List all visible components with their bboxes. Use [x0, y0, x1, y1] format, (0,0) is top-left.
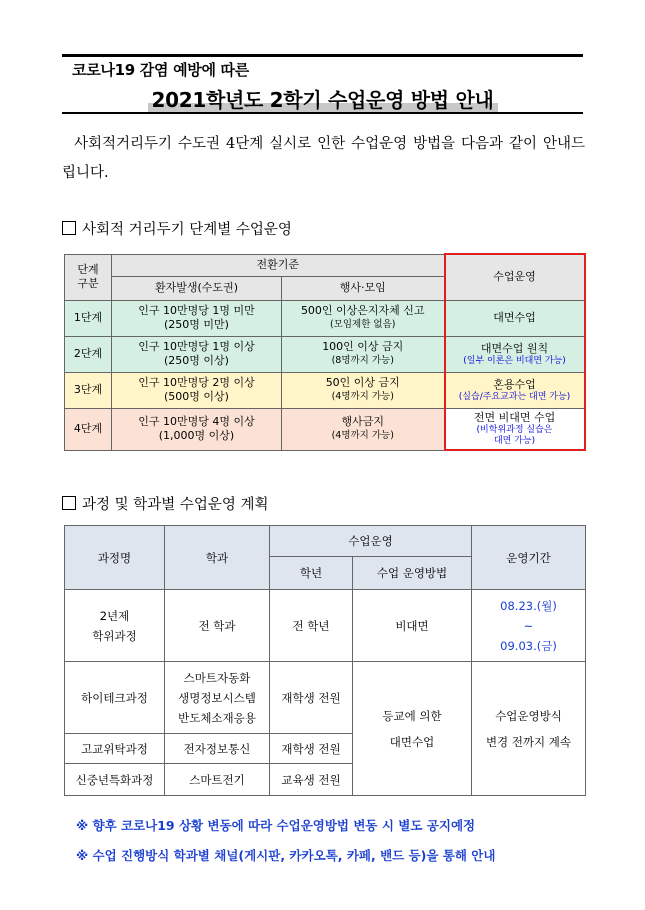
header-method: 수업 운영방법 — [353, 557, 472, 590]
section1-title: 사회적 거리두기 단계별 수업운영 — [82, 222, 292, 238]
page-title — [62, 84, 583, 113]
events-cell — [282, 300, 445, 336]
course-cell: 하이테크과정 — [65, 662, 165, 734]
grade-cell: 재학생 전원 — [270, 662, 353, 734]
patients-main: 인구 10만명당 1명 미만 — [138, 304, 255, 317]
grade-cell: 전 학년 — [270, 590, 353, 662]
table-row — [65, 300, 585, 336]
header-period: 운영기간 — [472, 526, 586, 590]
patients-main: 인구 10만명당 1명 이상 — [138, 340, 255, 353]
events-main: 행사금지 — [341, 415, 385, 428]
events-cell — [282, 408, 445, 450]
events-sub: (8명까지 가능) — [331, 355, 394, 366]
table-row — [65, 408, 585, 450]
table-row — [65, 662, 586, 734]
dept-cell: 스마트전기 — [165, 764, 270, 796]
table-row — [65, 336, 585, 372]
events-sub: (4명까지 가능) — [331, 391, 394, 402]
title-top-rule — [62, 54, 583, 57]
section2-heading — [62, 493, 269, 514]
period-cell — [472, 590, 586, 662]
events-cell — [282, 336, 445, 372]
events-main: 50인 이상 금지 — [325, 376, 400, 389]
operation-cell — [445, 408, 585, 450]
note-1: ※ 향후 코로나19 상황 변동에 따라 수업운영방법 변동 시 별도 공지예정 — [76, 818, 476, 833]
operation-cell — [445, 372, 585, 408]
checkbox-square-icon — [62, 221, 76, 235]
patients-cell — [112, 336, 282, 372]
patients-sub: (500명 이상) — [164, 390, 229, 403]
operation-cell — [445, 300, 585, 336]
operation-main: 대면수업 원칙 — [480, 341, 549, 355]
stage-cell: 1단계 — [65, 300, 112, 336]
header-events: 행사·모임 — [282, 276, 445, 300]
header-grade: 학년 — [270, 557, 353, 590]
grade-cell: 교육생 전원 — [270, 764, 353, 796]
table-row — [65, 372, 585, 408]
events-sub: (4명까지 가능) — [331, 430, 394, 441]
period-end: 09.03.(금) — [500, 638, 557, 653]
events-main: 500인 이상은지자체 신고 — [300, 304, 425, 317]
period-start: 08.23.(월) — [500, 598, 557, 613]
header-stage: 단계 구분 — [65, 254, 112, 300]
patients-cell — [112, 408, 282, 450]
header-operation: 수업운영 — [445, 254, 585, 300]
header-dept: 학과 — [165, 526, 270, 590]
course-cell: 고교위탁과정 — [65, 734, 165, 764]
patients-main: 인구 10만명당 4명 이상 — [138, 415, 255, 428]
title-line1: 코로나19 감염 예방에 따른 — [72, 61, 249, 79]
course-cell: 신중년특화과정 — [65, 764, 165, 796]
patients-sub: (1,000명 이상) — [158, 429, 235, 442]
operation-main: 전면 비대면 수업 — [473, 410, 556, 424]
patients-main: 인구 10만명당 2명 이상 — [138, 376, 255, 389]
course-table — [64, 525, 586, 796]
patients-sub: (250명 미만) — [164, 318, 229, 331]
operation-sub: (비학위과정 실습은 대면 가능) — [476, 424, 553, 446]
patients-cell — [112, 300, 282, 336]
header-patients: 환자발생(수도권) — [112, 276, 282, 300]
period-cell: 수업운영방식 변경 전까지 계속 — [472, 662, 586, 796]
section1-heading — [62, 218, 292, 239]
header-course: 과정명 — [65, 526, 165, 590]
operation-sub: (일부 이론은 비대면 가능) — [463, 355, 566, 366]
header-criteria: 전환기준 — [112, 254, 445, 276]
operation-main: 혼용수업 — [493, 377, 536, 391]
note-2: ※ 수업 진행방식 학과별 채널(게시판, 카카오톡, 카페, 밴드 등)을 통해 안내 — [76, 848, 496, 863]
method-cell: 비대면 — [353, 590, 472, 662]
dept-cell: 전자정보통신 — [165, 734, 270, 764]
stage-cell: 3단계 — [65, 372, 112, 408]
patients-cell — [112, 372, 282, 408]
stage-table — [64, 253, 586, 451]
header-operation: 수업운영 — [270, 526, 472, 557]
checkbox-square-icon — [62, 496, 76, 510]
operation-cell — [445, 336, 585, 372]
method-cell: 등교에 의한 대면수업 — [353, 662, 472, 796]
intro-paragraph: 사회적거리두기 수도권 4단계 실시로 인한 수업운영 방법을 다음과 같이 안내드립니다. — [62, 136, 585, 181]
events-cell — [282, 372, 445, 408]
course-cell: 2년제 학위과정 — [65, 590, 165, 662]
section2-title: 과정 및 학과별 수업운영 계획 — [82, 497, 269, 513]
stage-cell: 4단계 — [65, 408, 112, 450]
events-sub: (모임제한 없음) — [330, 319, 396, 330]
period-separator: ~ — [523, 618, 534, 633]
operation-sub: (실습/주요교과는 대면 가능) — [458, 391, 571, 402]
patients-sub: (250명 이상) — [164, 354, 229, 367]
table-row — [65, 590, 586, 662]
dept-cell: 전 학과 — [165, 590, 270, 662]
page-title-text: 2021학년도 2학기 수업운영 방법 안내 — [148, 88, 498, 112]
title-bottom-rule — [62, 112, 583, 114]
grade-cell: 재학생 전원 — [270, 734, 353, 764]
operation-main: 대면수업 — [493, 311, 536, 324]
stage-cell: 2단계 — [65, 336, 112, 372]
dept-cell: 스마트자동화 생명정보시스템 반도체소재응용 — [165, 662, 270, 734]
events-main: 100인 이상 금지 — [322, 340, 404, 353]
